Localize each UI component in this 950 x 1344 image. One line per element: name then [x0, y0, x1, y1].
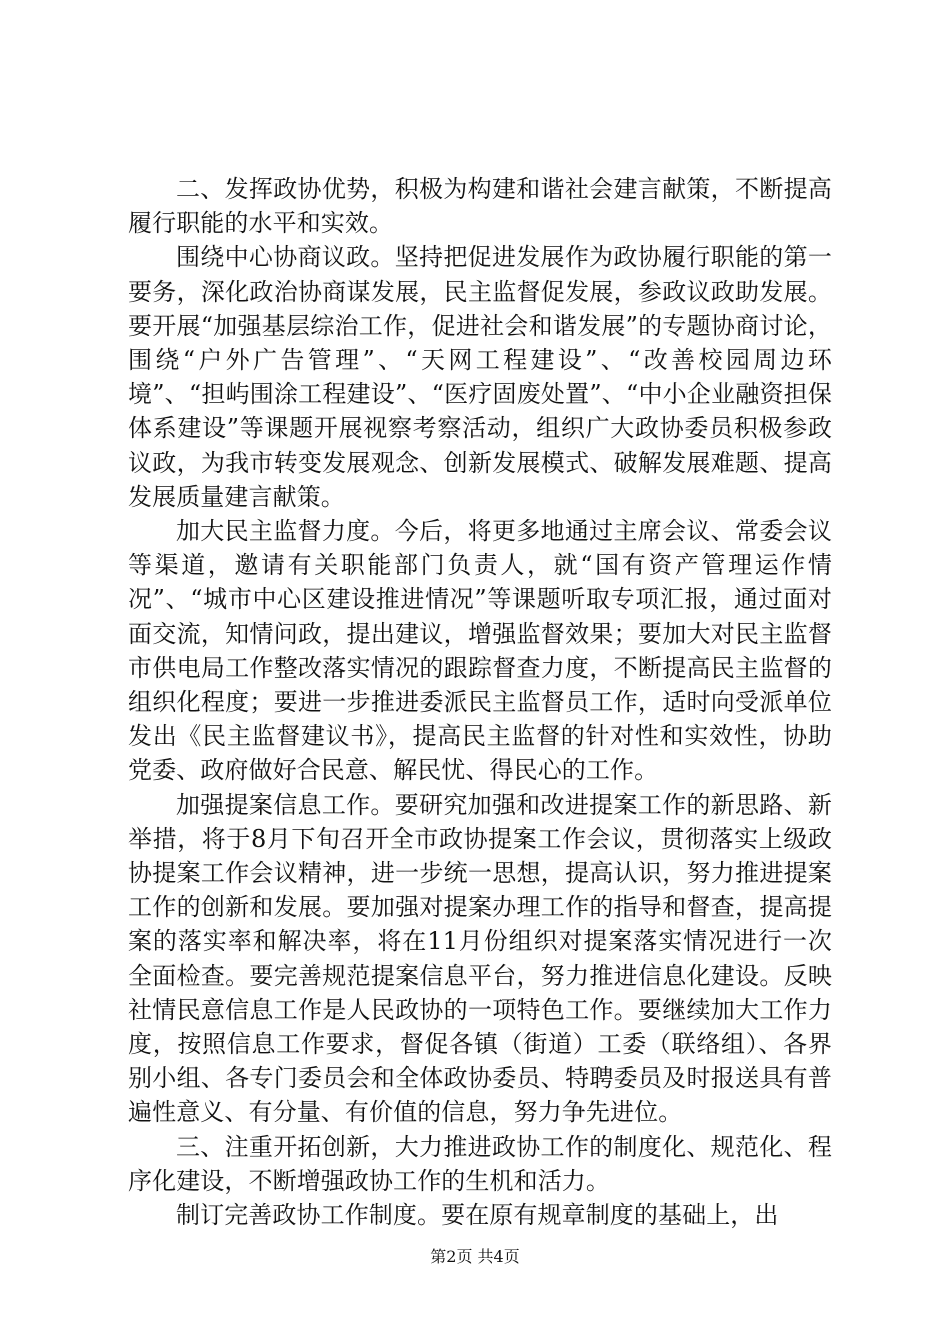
paragraph-proposals: 加强提案信息工作。要研究加强和改进提案工作的新思路、新举措，将于8月下旬召开全市政协提案工作会议，贯彻落实上级政协提案工作会议精神，进一步统一思想，提高认识，努力推进提案工作的创新和发展。要加强对提案办理工作的指导和督查，提高提案的落实率和解决率，将在11月份组织对提案落实情况进行一次全面检查。要完善规范提案信息平台，努力推进信息化建设。反映社情民意信息工作是人民政协的一项特色工作。要继续加大工作力度，按照信息工作要求，督促各镇（街道）工委（联络组）、各界别小组、各专门委员会和全体政协委员、特聘委员及时报送具有普遍性意义、有分量、有价值的信息，努力争先进位。: [128, 790, 832, 1127]
document-body: [128, 172, 832, 1232]
paragraph-consultation: 围绕中心协商议政。坚持把促进发展作为政协履行职能的第一要务，深化政治协商谋发展，民主监督促发展，参政议政助发展。要开展“加强基层综治工作，促进社会和谐发展”的专题协商讨论，围绕“户外广告管理”、“天网工程建设”、“改善校园周边环境”、“担屿围涂工程建设”、“医疗固废处置”、“中小企业融资担保体系建设”等课题开展视察考察活动，组织广大政协委员积极参政议政，为我市转变发展观念、创新发展模式、破解发展难题、提高发展质量建言献策。: [128, 243, 832, 511]
section-heading-two: 二、发挥政协优势，积极为构建和谐社会建言献策，不断提高履行职能的水平和实效。: [128, 175, 832, 238]
section-heading-three: 三、注重开拓创新，大力推进政协工作的制度化、规范化、程序化建设，不断增强政协工作的生机和活力。: [128, 1132, 832, 1195]
page-footer: 第2页 共4页: [430, 1247, 520, 1266]
paragraph-system: 制订完善政协工作制度。要在原有规章制度的基础上，出: [176, 1201, 779, 1230]
paragraph-supervision: 加大民主监督力度。今后，将更多地通过主席会议、常委会议等渠道，邀请有关职能部门负责人，就“国有资产管理运作情况”、“城市中心区建设推进情况”等课题听取专项汇报，通过面对面交流，知情问政，提出建议，增强监督效果；要加大对民主监督市供电局工作整改落实情况的跟踪督查力度，不断提高民主监督的组织化程度；要进一步推进委派民主监督员工作，适时向受派单位发出《民主监督建议书》，提高民主监督的针对性和实效性，协助党委、政府做好合民意、解民忧、得民心的工作。: [128, 517, 832, 785]
